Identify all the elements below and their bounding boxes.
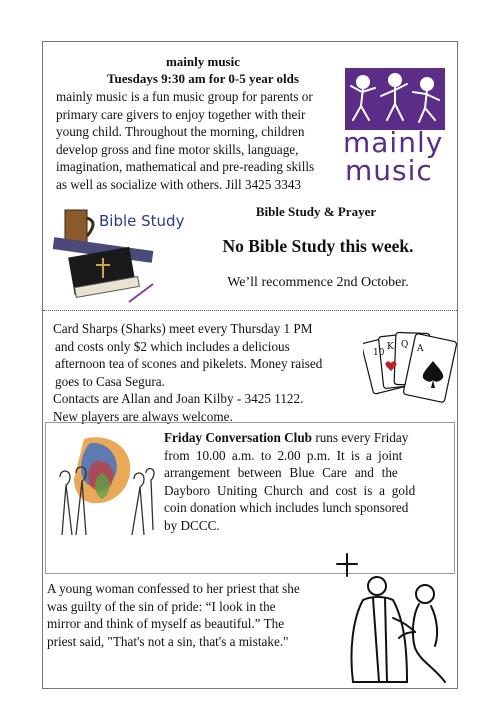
svg-text:K: K: [387, 342, 394, 352]
text-line: Contacts are Allan and Joan Kilby - 3425 1122.: [53, 391, 304, 407]
mainly-music-description: [56, 88, 356, 194]
text-line: young child. Throughout the morning, children: [56, 124, 305, 140]
newsletter-page: [42, 41, 458, 689]
text-line: afternoon tea of scones and pikelets. Money raised: [55, 356, 323, 372]
text-line: primary care givers to enjoy together with their: [56, 106, 306, 122]
text-line: New players are always welcome.: [53, 408, 233, 424]
text-line: coin donation which includes lunch sponsored: [164, 500, 409, 516]
text-line: as well as socialize with others. Jill 3425 3343: [56, 176, 302, 192]
text-line: [164, 429, 446, 447]
section-divider: [43, 310, 457, 311]
conversation-club-text: [164, 429, 446, 535]
mainly-music-title: mainly music: [165, 54, 241, 69]
bible-study-notice: No Bible Study this week.: [222, 236, 414, 256]
card-sharps-text: [53, 320, 373, 426]
conversation-club-title: Friday Conversation Club: [164, 430, 313, 445]
svg-text:10: 10: [373, 348, 385, 358]
bible-study-heading: Bible Study & Prayer: [255, 204, 377, 219]
conversation-club-clipart: [54, 433, 159, 545]
text-line: develop gross and fine motor skills, language,: [56, 141, 299, 157]
text-line: mainly music is a fun music group for parents or: [56, 89, 313, 104]
text-line: was guilty of the sin of pride: “I look in the: [47, 598, 276, 614]
text-line: from 10.00 a.m. to 2.00 p.m. It is a joint: [164, 447, 403, 463]
text-line: priest said, "That's not a sin, that's a mistake.": [47, 633, 289, 649]
bible-study-clipart: [49, 202, 185, 310]
text-line: by DCCC.: [164, 517, 220, 533]
people-talking-icon: [54, 433, 159, 545]
text-line: mirror and think of myself as beautiful.” The: [47, 616, 285, 632]
text-line: arrangement between Blue Care and the: [164, 465, 398, 481]
text-line: imagination, mathematical and pre-reading skills: [56, 159, 315, 175]
bible-study-label: Bible Study: [99, 212, 185, 230]
text-line: Dayboro Uniting Church and cost is a gold: [164, 482, 416, 498]
joke-text: [47, 580, 337, 650]
logo-word-mainly: mainly: [343, 126, 444, 159]
mainly-music-logo: [341, 62, 451, 192]
priest-confession-icon: [333, 548, 455, 686]
text-line: Card Sharps (Sharks) meet every Thursday 1 PM: [53, 321, 313, 336]
bible-study-recommence: We’ll recommence 2nd October.: [227, 275, 409, 290]
text-line: goes to Casa Segura.: [55, 373, 165, 389]
text-line: and costs only $2 which includes a delicious: [55, 338, 290, 354]
svg-text:A: A: [417, 344, 424, 354]
mainly-music-subtitle: Tuesdays 9:30 am for 0-5 year olds: [107, 71, 299, 86]
playing-cards-icon: [363, 327, 458, 417]
text-segment: runs every Friday: [312, 430, 409, 445]
confession-clipart: [333, 548, 455, 686]
svg-text:Q: Q: [401, 340, 409, 350]
text-line: A young woman confessed to her priest that she: [47, 581, 300, 596]
logo-word-music: music: [345, 154, 433, 187]
playing-cards-clipart: [363, 327, 458, 417]
